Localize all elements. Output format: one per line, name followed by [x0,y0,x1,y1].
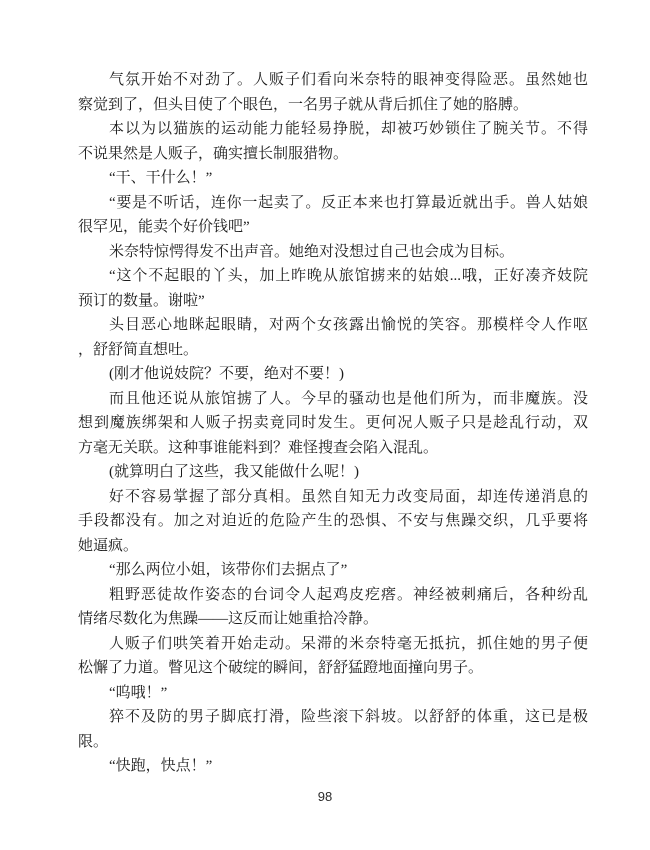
text-line: 人贩子们哄笑着开始走动。呆滞的米奈特毫无抵抗，抓住她的男子便 [109,635,588,652]
text-line: “干、干什么！” [109,170,213,186]
text-line: ，舒舒简直想吐。 [78,341,199,358]
text-line: 气氛开始不对劲了。人贩子们看向米奈特的眼神变得险恶。虽然她也 [109,72,588,88]
text-line: 方毫无关联。这种事谁能料到？难怪搜查会陷入混乱。 [78,439,439,456]
text-line: 想到魔族绑架和人贩子拐卖竟同时发生。更何况人贩子只是趁乱行动，双 [78,415,588,431]
text-line: 手段都没有。加之对迫近的危险产生的恐惧、不安与焦躁交织，几乎要将 [78,513,588,529]
text-line: 预订的数量。谢啦” [78,292,205,309]
text-line: 情绪尽数化为焦躁——这反而让她重拾冷静。 [78,611,379,627]
text-line: 不说果然是人贩子，确实擅长制服猎物。 [78,145,349,162]
text-line: 米奈特惊愕得发不出声音。她绝对没想过自己也会成为目标。 [109,243,515,260]
text-line: “要是不听话，连你一起卖了。反正本来也打算最近就出手。兽人姑娘 [109,194,588,211]
text-line: 察觉到了，但头目使了个眼色，一名男子就从背后抓住了她的胳膊。 [78,96,529,113]
text-line: 她逼疯。 [78,537,139,554]
text-line: 限。 [78,733,109,750]
text-line: (就算明白了这些，我又能做什么呢！) [109,464,359,480]
text-line: (刚才他说妓院？不要，绝对不要！) [109,366,344,382]
text-line: 很罕见，能卖个好价钱吧” [78,219,250,235]
text-line: “那么两位小姐，该带你们去据点了” [109,562,348,578]
text-line: 好不容易掌握了部分真相。虽然自知无力改变局面，却连传递消息的 [109,488,588,505]
page-number: 98 [317,789,333,804]
text-line: 猝不及防的男子脚底打滑，险些滚下斜坡。以舒舒的体重，这已是极 [109,709,588,725]
text-line: 而且他还说从旅馆掳了人。今早的骚动也是他们所为，而非魔族。没 [109,390,588,407]
text-line: 头目恶心地眯起眼睛，对两个女孩露出愉悦的笑容。那模样令人作呕 [109,317,588,333]
text-line: 松懈了力道。瞥见这个破绽的瞬间，舒舒猛蹬地面撞向男子。 [78,660,484,676]
text-line: “呜哦！” [109,684,168,701]
text-line: 本以为以猫族的运动能力能轻易挣脱，却被巧妙锁住了腕关节。不得 [109,121,588,137]
text-line: “快跑，快点！” [109,758,213,774]
body-text [78,68,588,779]
text-line: “这个不起眼的丫头，加上昨晚从旅馆掳来的姑娘...哦，正好凑齐妓院 [109,268,588,284]
text-line: 粗野恶徒故作姿态的台词令人起鸡皮疙瘩。神经被刺痛后，各种纷乱 [109,586,588,603]
